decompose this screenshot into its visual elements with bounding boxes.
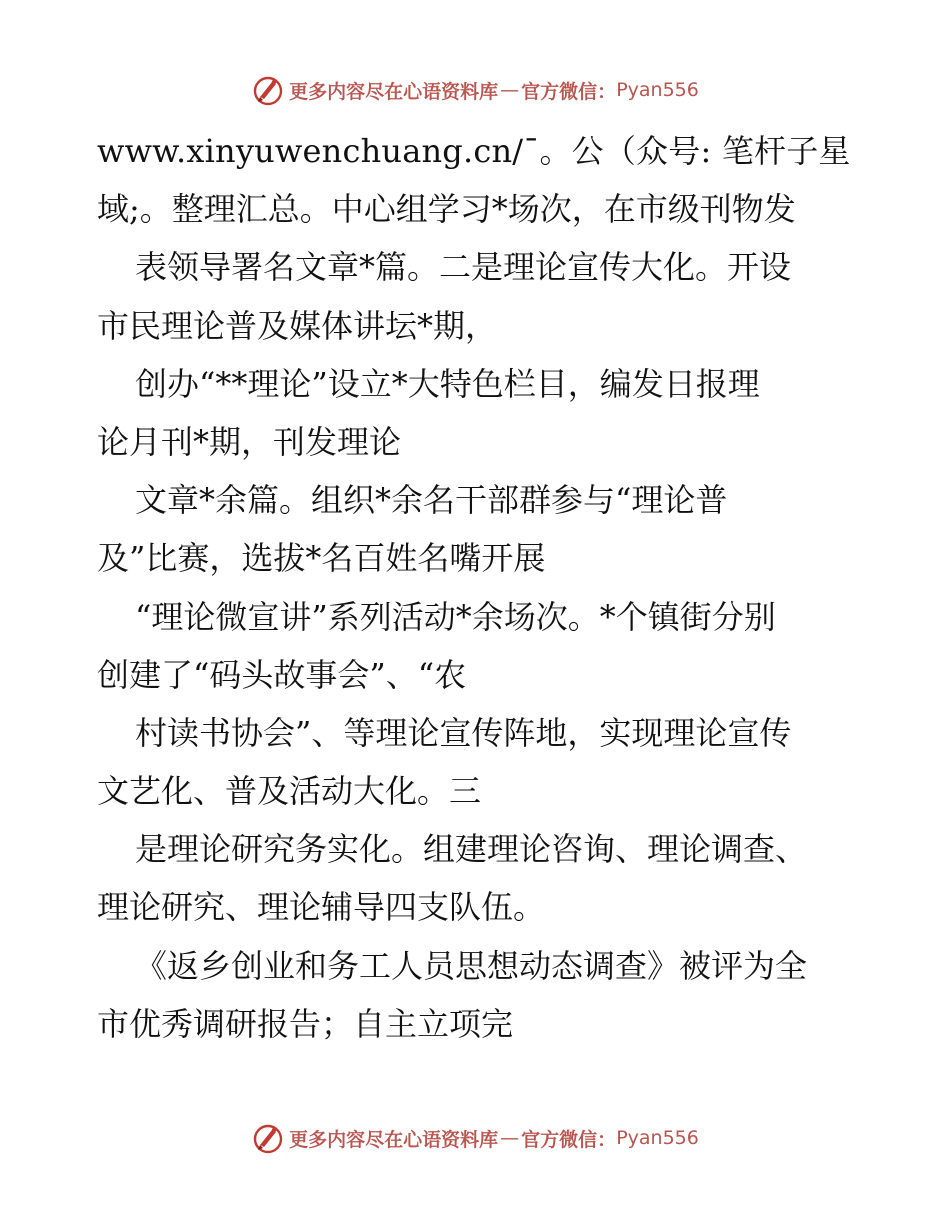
text-line-15: 《返乡创业和务工人员思想动态调查》被评为全	[135, 946, 808, 985]
banner-site-text: 更多内容尽在心语资料库	[289, 1128, 499, 1151]
banner-site-text: 更多内容尽在心语资料库	[289, 80, 499, 103]
text-line-7: 文章*余篇。组织*余名干部群参与“理论普	[135, 481, 728, 520]
brush-logo-icon	[251, 73, 285, 107]
banner-separator: —	[500, 79, 520, 101]
text-line-13: 是理论研究务实化。组建理论咨询、理论调查、	[135, 830, 808, 869]
banner-wechat-label: 官方微信：	[521, 80, 617, 103]
banner-wechat-id: Pyan556	[616, 1127, 699, 1149]
document-body	[97, 122, 857, 1053]
text-line-2: 域;。整理汇总。中心组学习*场次，在市级刊物发	[97, 190, 796, 229]
text-line-10: 创建了“码头故事会”、“农	[97, 655, 467, 694]
banner-separator: —	[500, 1127, 520, 1149]
header-banner	[0, 70, 950, 110]
text-line-16: 市优秀调研报告；自主立项完	[97, 1004, 514, 1043]
text-line-5: 创办“**理论”设立*大特色栏目，编发日报理	[135, 364, 760, 403]
text-line-1: www.xinyuwenchuang.cn/¯。公（众号: 笔杆子星	[97, 132, 851, 170]
text-line-12: 文艺化、普及活动大化。三	[97, 772, 482, 811]
text-line-9: “理论微宣讲”系列活动*余场次。*个镇街分别	[135, 597, 776, 636]
text-line-8: 及”比赛，选拔*名百姓名嘴开展	[97, 539, 546, 578]
text-line-6: 论月刊*期，刊发理论	[97, 422, 402, 461]
footer-banner	[0, 1118, 950, 1158]
brush-logo-icon	[251, 1121, 285, 1155]
banner-wechat-label: 官方微信：	[521, 1128, 617, 1151]
text-line-14: 理论研究、理论辅导四支队伍。	[97, 888, 546, 927]
text-line-11: 村读书协会”、等理论宣传阵地，实现理论宣传	[135, 713, 792, 752]
text-line-4: 市民理论普及媒体讲坛*期，	[97, 306, 498, 345]
text-line-3: 表领导署名文章*篇。二是理论宣传大化。开设	[135, 248, 792, 287]
banner-wechat-id: Pyan556	[616, 79, 699, 101]
